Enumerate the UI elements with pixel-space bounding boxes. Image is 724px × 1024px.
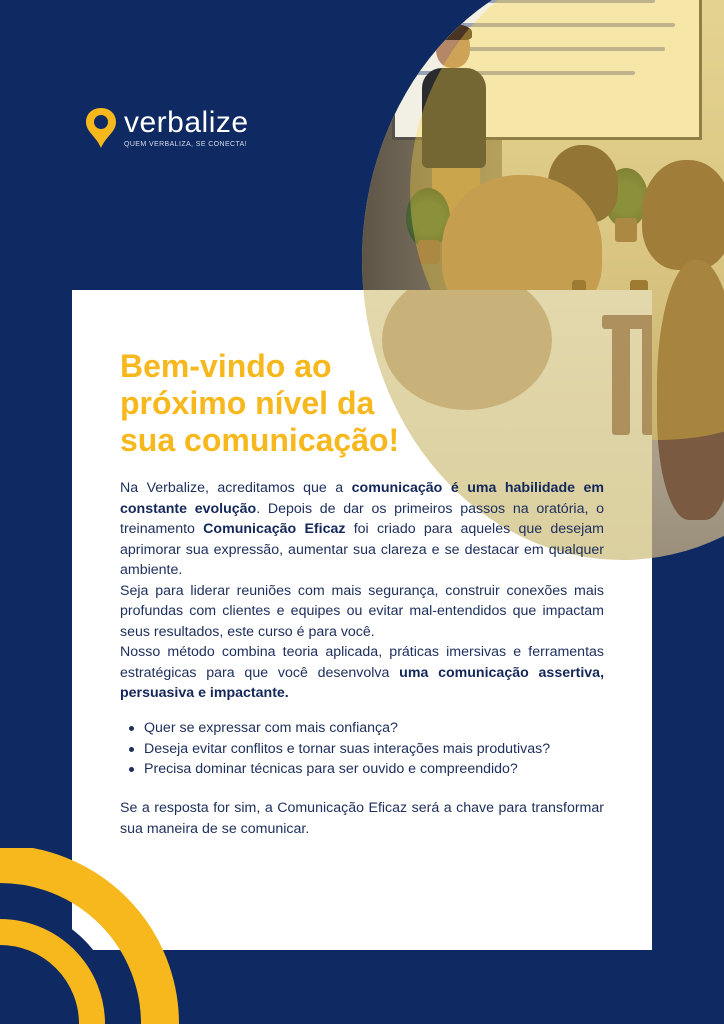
page-title bbox=[120, 348, 460, 459]
question-list bbox=[120, 718, 620, 780]
chair-rail bbox=[602, 315, 652, 329]
brand-name: verbalize bbox=[124, 106, 249, 139]
closing-paragraph: Se a resposta for sim, a Comunicação Eficaz será a chave para transformar sua maneira de se comunicar. bbox=[120, 800, 604, 837]
decorative-arcs bbox=[0, 848, 180, 1024]
brand-logo bbox=[84, 106, 249, 150]
intro-text bbox=[120, 478, 604, 704]
chair-back bbox=[612, 315, 630, 435]
list-item: Deseja evitar conflitos e tornar suas interações mais produtivas? bbox=[120, 739, 620, 760]
highlight: uma comunicação assertiva, persuasiva e impactante. bbox=[120, 664, 605, 701]
intro-paragraph-2: Seja para liderar reuniões com mais segurança, construir conexões mais profundas com clientes e equipes ou evitar mal-entendidos que impactam seus resultados, este curso é para você. bbox=[120, 582, 604, 640]
title-line: Bem-vindo ao bbox=[120, 348, 332, 384]
intro-paragraph-1: Na Verbalize, acreditamos que a comunicação é uma habilidade em constante evolução. Depois de dar os primeiros passos na oratória, o treinamento Comunicação Eficaz foi criado para aqueles que desejam aprimorar sua expressão, aumentar sua clareza e se destacar em qualquer ambiente. bbox=[120, 480, 604, 578]
intro-paragraph-3: Nosso método combina teoria aplicada, práticas imersivas e ferramentas estratégicas para que você desenvolva uma comunicação assertiva, persuasiva e impactante. bbox=[120, 644, 605, 701]
brand-tagline: QUEM VERBALIZA, SE CONECTA! bbox=[124, 141, 248, 148]
highlight: comunicação é uma habilidade em constante evolução bbox=[120, 480, 604, 517]
chair-back bbox=[642, 315, 652, 435]
list-item: Quer se expressar com mais confiança? bbox=[120, 718, 620, 739]
speech-pin-icon bbox=[84, 106, 118, 150]
course-name: Comunicação Eficaz bbox=[203, 521, 346, 537]
title-line: sua comunicação! bbox=[120, 422, 400, 458]
title-line: próximo nível da bbox=[120, 385, 375, 421]
list-item: Precisa dominar técnicas para ser ouvido e compreendido? bbox=[120, 759, 620, 780]
